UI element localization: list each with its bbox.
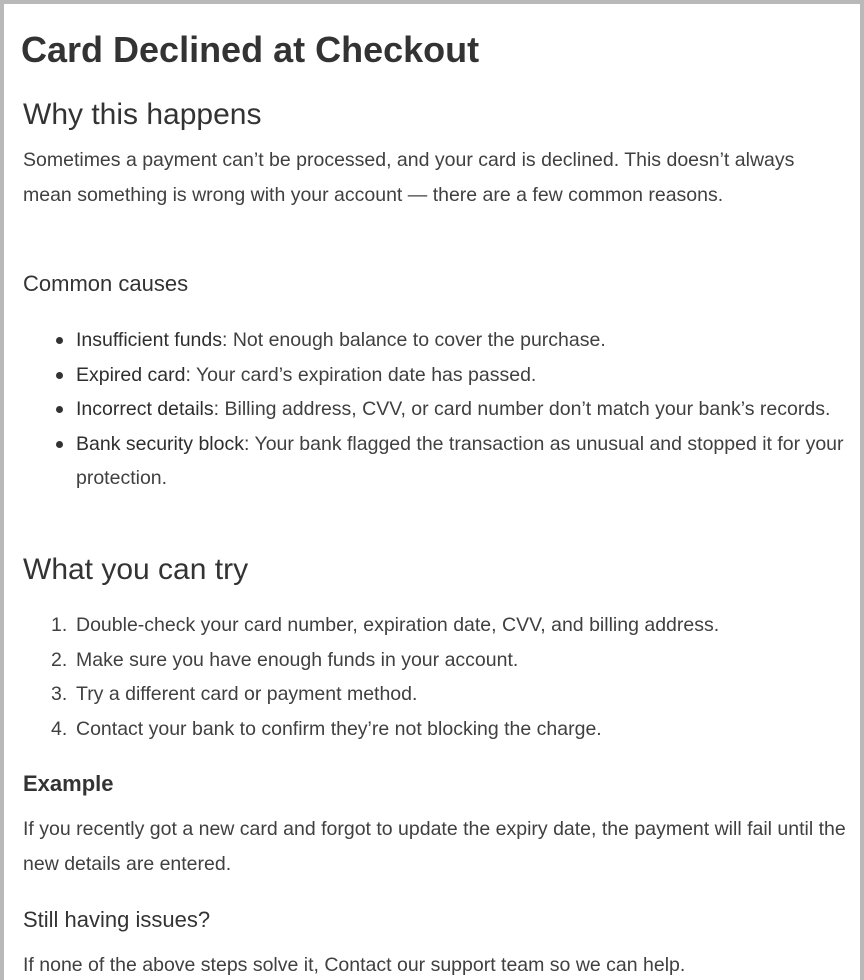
- cause-text: : Not enough balance to cover the purchase.: [221, 329, 606, 351]
- page-title: Card Declined at Checkout: [21, 29, 480, 70]
- issues-body: If none of the above steps solve it, Contact our support team so we can help.: [23, 954, 686, 976]
- step-item: [23, 643, 853, 678]
- why-heading: Why this happens: [23, 98, 262, 131]
- step-text: Contact your bank to confirm they’re not blocking the charge.: [76, 717, 602, 740]
- example-body: If you recently got a new card and forgot to update the expiry date, the payment will fail until the new details are entered.: [23, 818, 846, 875]
- step-text: Try a different card or payment method.: [76, 683, 418, 705]
- causes-heading: Common causes: [23, 271, 189, 296]
- steps-list: [23, 608, 853, 746]
- step-item: [23, 677, 853, 712]
- cause-text: : Billing address, CVV, or card number don’t match your bank’s records.: [213, 398, 831, 420]
- cause-text: : Your card’s expiration date has passed.: [185, 363, 537, 386]
- example-heading: Example: [23, 771, 114, 796]
- cause-term: Bank security block: [76, 432, 244, 455]
- cause-item-insufficient-funds: [23, 323, 853, 358]
- cause-term: Insufficient funds: [76, 329, 222, 351]
- step-text: Double-check your card number, expiration date, CVV, and billing address.: [76, 614, 720, 636]
- cause-item-incorrect-details: [23, 392, 853, 427]
- cause-text: : Your bank flagged the transaction as unusual and stopped it for your protection.: [76, 432, 844, 489]
- try-heading: What you can try: [23, 553, 249, 586]
- cause-term: Expired card: [76, 363, 186, 386]
- causes-list: [23, 323, 853, 496]
- step-number: 2.: [51, 648, 68, 671]
- step-text: Make sure you have enough funds in your account.: [76, 648, 519, 671]
- cause-item-expired-card: [23, 358, 853, 393]
- why-body: Sometimes a payment can’t be processed, and your card is declined. This doesn’t always mean something is wrong with your account — there are a few common reasons.: [23, 149, 795, 206]
- step-number: 3.: [51, 683, 68, 705]
- cause-item-bank-security-block: [23, 427, 853, 496]
- issues-heading: Still having issues?: [23, 907, 211, 932]
- step-item: [23, 712, 853, 747]
- cause-term: Incorrect details: [76, 398, 214, 420]
- step-number: 4.: [51, 717, 68, 740]
- step-item: [23, 608, 853, 643]
- step-number: 1.: [51, 614, 68, 636]
